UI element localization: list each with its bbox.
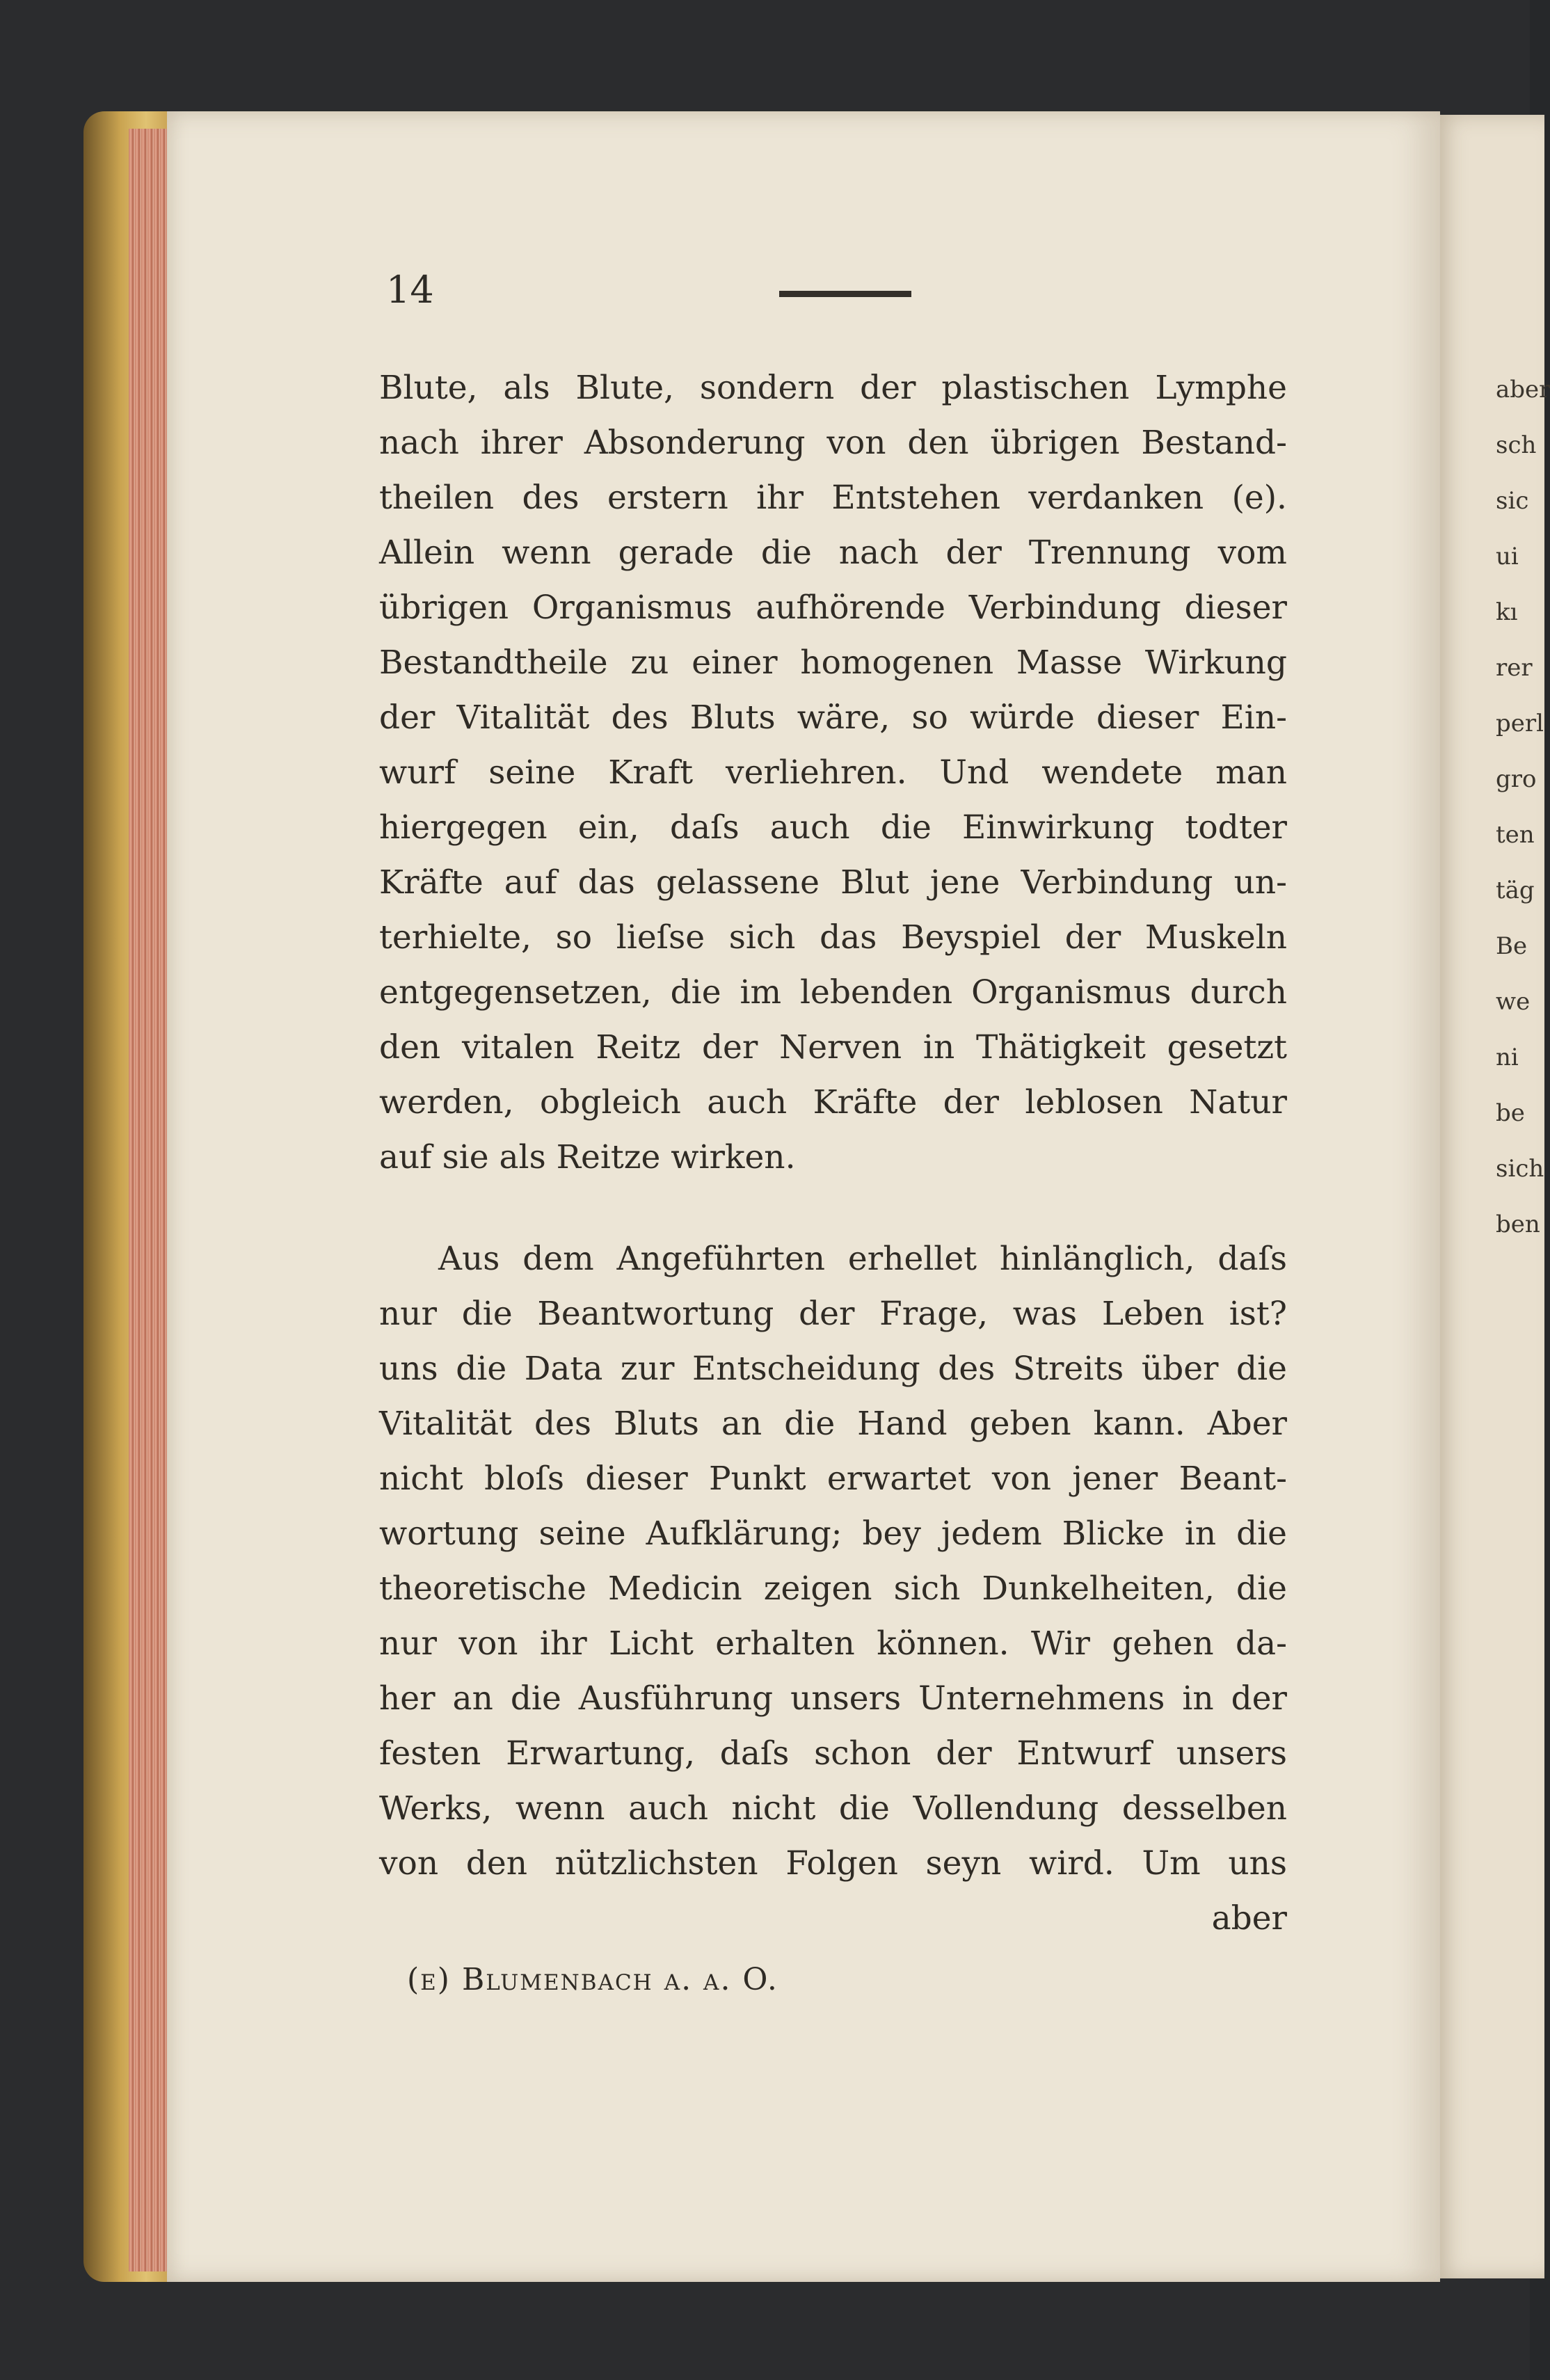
- text-line: wortung seine Aufklärung; bey jedem Blicke in die: [379, 1515, 1287, 1553]
- text-line: übrigen Organismus aufhörende Verbindung dieser: [379, 589, 1287, 627]
- facing-page-word: sch: [1496, 431, 1537, 459]
- facing-page-word: be: [1496, 1099, 1525, 1127]
- text-line: Bestandtheile zu einer homogenen Masse Wirkung: [379, 644, 1287, 682]
- text-line: Allein wenn gerade die nach der Trennung vom: [379, 534, 1287, 572]
- text-line: theilen des erstern ihr Entstehen verdanken (e).: [379, 479, 1287, 517]
- facing-page-word: ten: [1496, 821, 1535, 849]
- paragraph-1: [379, 360, 1287, 1185]
- text-line: Kräfte auf das gelassene Blut jene Verbindung un-: [379, 863, 1287, 902]
- facing-page-word: Be: [1496, 932, 1528, 960]
- text-line: theoretische Medicin zeigen sich Dunkelheiten, die: [379, 1570, 1287, 1608]
- text-line: nach ihrer Absonderung von den übrigen Bestand-: [379, 424, 1287, 462]
- facing-page-word: ui: [1496, 543, 1519, 570]
- facing-page-word: ben: [1496, 1211, 1540, 1238]
- text-line: auf sie als Reitze wirken.: [379, 1138, 796, 1176]
- text-line: nicht bloſs dieser Punkt erwartet von jener Beant-: [379, 1460, 1287, 1498]
- text-line: Blute, als Blute, sondern der plastischen Lymphe: [379, 369, 1287, 407]
- text-line: Aus dem Angeführten erhellet hinlänglich, daſs: [438, 1240, 1287, 1278]
- facing-page-word: ni: [1496, 1044, 1519, 1071]
- facing-page-edge: [1433, 115, 1550, 2278]
- facing-page-word: rer: [1496, 654, 1533, 682]
- text-line: wurf seine Kraft verliehren. Und wendete man: [379, 753, 1287, 792]
- paragraph-2: [379, 1231, 1287, 1946]
- facing-page-word: gro: [1496, 765, 1537, 793]
- text-line: werden, obgleich auch Kräfte der leblosen Natur: [379, 1083, 1287, 1121]
- text-line: Werks, wenn auch nicht die Vollendung desselben: [379, 1789, 1287, 1828]
- text-line: terhielte, so lieſse sich das Beyspiel der Muskeln: [379, 918, 1287, 957]
- facing-page-word: perl: [1496, 710, 1544, 737]
- facing-page-word: täg: [1496, 877, 1535, 904]
- text-line: den vitalen Reitz der Nerven in Thätigkeit gesetzt: [379, 1028, 1287, 1067]
- text-line: von den nützlichsten Folgen seyn wird. Um uns: [379, 1844, 1287, 1883]
- footnote: (e) Blumenbach a. a. O.: [407, 1962, 778, 1997]
- page-number: 14: [386, 268, 434, 312]
- text-line: nur die Beantwortung der Frage, was Leben ist?: [379, 1295, 1287, 1333]
- facing-page-word: kı: [1496, 598, 1518, 626]
- facing-page-word: we: [1496, 988, 1531, 1016]
- text-line: der Vitalität des Bluts wäre, so würde dieser Ein-: [379, 698, 1287, 737]
- text-line: Vitalität des Bluts an die Hand geben kann. Aber: [379, 1405, 1287, 1443]
- text-line: hiergegen ein, daſs auch die Einwirkung todter: [379, 808, 1287, 847]
- header-rule: [779, 289, 911, 297]
- text-line: uns die Data zur Entscheidung des Streits über die: [379, 1350, 1287, 1388]
- facing-page-word: sic: [1496, 487, 1529, 515]
- catchword: aber: [1211, 1899, 1287, 1938]
- page-stack-edges: [129, 129, 170, 2271]
- facing-page-word: aber: [1496, 376, 1550, 404]
- text-line: nur von ihr Licht erhalten können. Wir gehen da-: [379, 1624, 1287, 1663]
- text-line: entgegensetzen, die im lebenden Organismus durch: [379, 973, 1287, 1012]
- text-line: her an die Ausführung unsers Unternehmens in der: [379, 1679, 1287, 1718]
- facing-page-word: sich: [1496, 1155, 1544, 1183]
- text-line: festen Erwartung, daſs schon der Entwurf unsers: [379, 1734, 1287, 1773]
